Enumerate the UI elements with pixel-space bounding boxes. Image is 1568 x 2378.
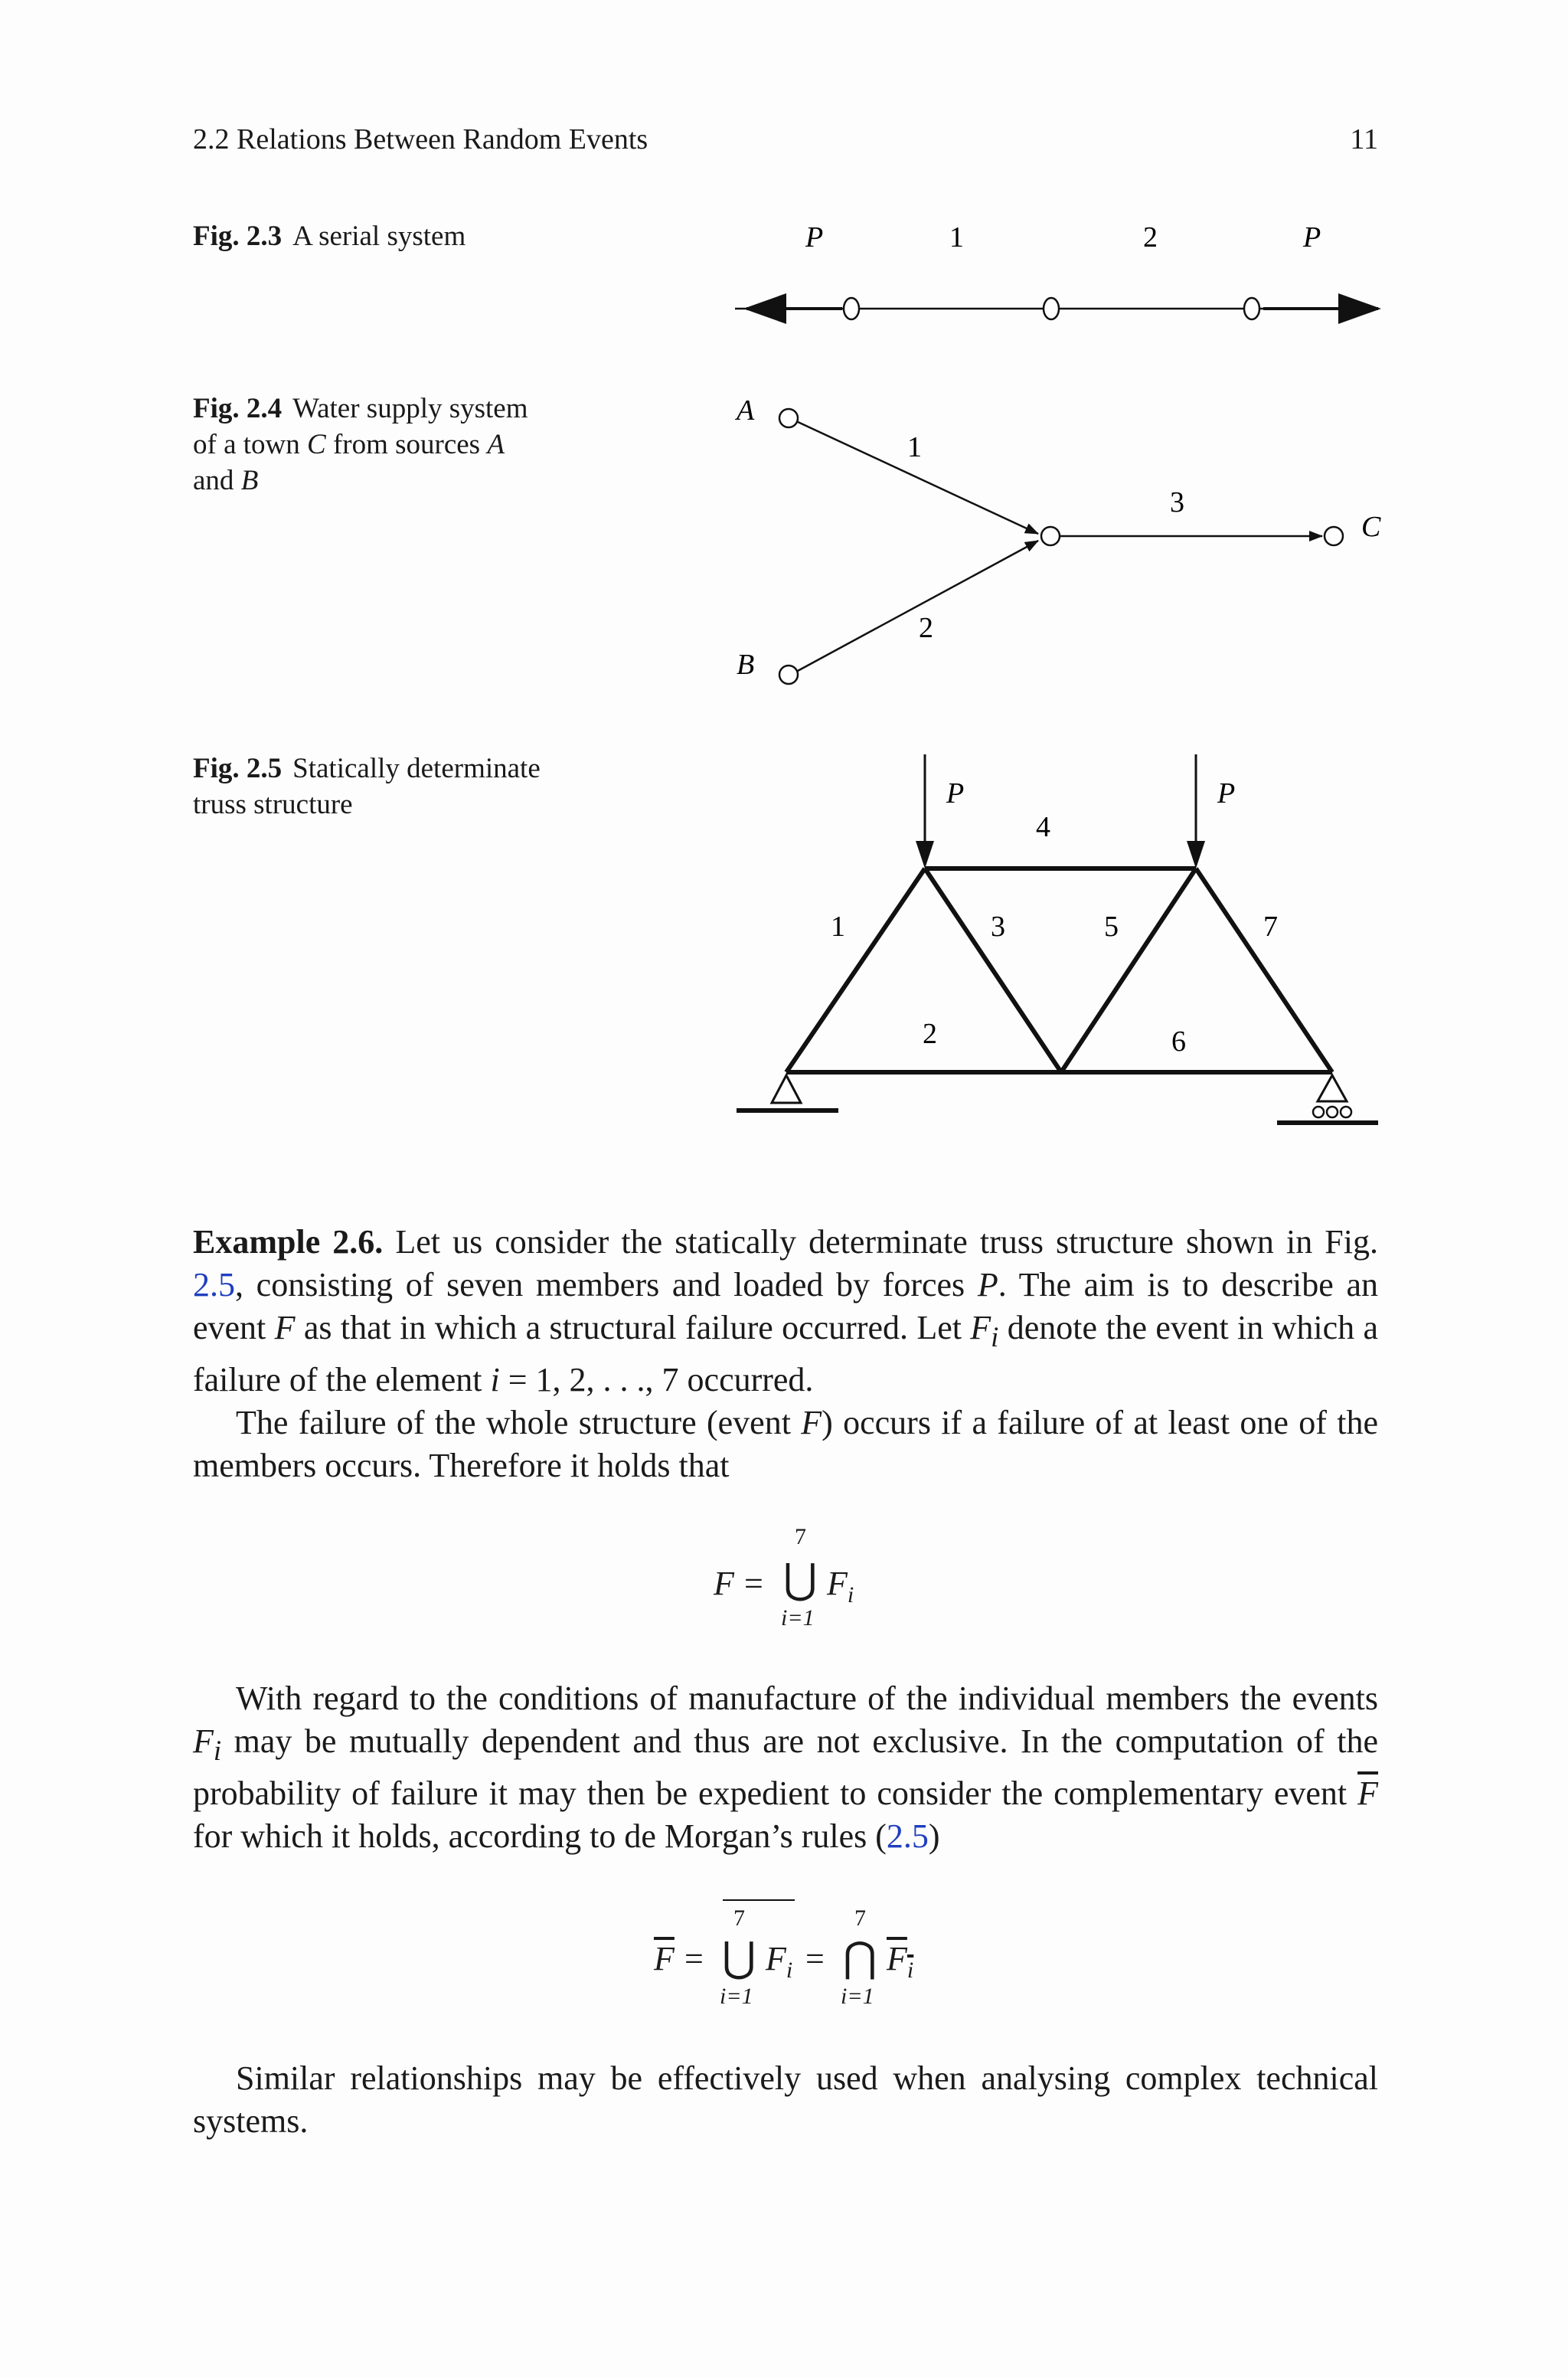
example-paragraph-2: The failure of the whole structure (event F) occurs if a failure of at least one of the members occurs. Therefore it holds that [193, 1403, 1378, 1484]
example-paragraph-3: With regard to the conditions of manufacture of the individual members the events $F_i$ may be mutually dependent and thus are not exclusive. In the computation of the probability of failure it may then be expedient to consider the complementary event $\overline{F}$ for which it holds, according to de Morgan’s rules (2.5) [193, 1680, 1378, 1855]
roller-wheel [1327, 1107, 1338, 1117]
pipe-label-2: 2 [919, 612, 933, 644]
roller-support [1318, 1075, 1347, 1101]
town-c-node [1325, 527, 1343, 545]
overline-bar [723, 1899, 795, 1901]
example-paragraph-1: Example 2.6. Let us consider the statically determinate truss structure shown in Fig. 2.5, consisting of seven members and loaded by forces P. The aim is to describe an event F as that in which a structural failure occurred. Let $F_i$ denote the event in which a failure of the element i = 1, 2, . . ., 7 occurred. The failure of the whole structure (event F) occurs if a failure of at least one of the members occurs. Therefore it holds that [193, 1221, 1378, 1487]
load-label-p-right: P [1217, 777, 1236, 810]
page-number: 11 [1350, 123, 1378, 155]
example-title: Example 2.6. [193, 1223, 384, 1261]
element-label-2: 2 [1143, 221, 1158, 254]
node-label-a: A [737, 394, 755, 427]
big-intersection-symbol: ⋂ [843, 1935, 877, 1981]
node-label-c: C [1361, 511, 1381, 543]
fig-2-5-label: Fig. 2.5 [193, 753, 283, 784]
member-label-5: 5 [1104, 911, 1119, 943]
member-label-7: 7 [1263, 911, 1278, 943]
equation-union: F = 7 ⋃ i=1 $F_i$ [714, 1524, 854, 1631]
roller-wheel [1341, 1107, 1351, 1117]
truss-member-3 [925, 868, 1061, 1072]
big-union-symbol: ⋃ [722, 1935, 756, 1981]
equation-de-morgan: $\overline{F}$ = 7 ⋃ i=1 $F_i$ = 7 ⋂ i=1 $F_i$ [643, 1895, 980, 2017]
source-b-node [779, 666, 798, 684]
member-label-3: 3 [991, 911, 1005, 943]
figure-ref-link[interactable]: 2.5 [193, 1266, 235, 1303]
section-title: 2.2 Relations Between Random Events [193, 123, 648, 155]
fig-2-5-diagram [737, 754, 1378, 1123]
fig-2-4-caption: Fig. 2.4 Water supply system of a town C from sources A and B [193, 393, 528, 496]
equation-ref-link[interactable]: 2.5 [886, 1817, 929, 1855]
member-label-4: 4 [1036, 811, 1050, 843]
fig-2-4-diagram [734, 394, 1381, 684]
member-label-1: 1 [831, 911, 845, 943]
element-label-1: 1 [949, 221, 964, 254]
force-label-p-left: P [805, 221, 824, 254]
load-arrowhead-left [916, 841, 934, 868]
junction-node [1041, 527, 1060, 545]
source-a-node [779, 409, 798, 427]
fig-2-3-diagram [735, 221, 1378, 319]
load-label-p-left: P [946, 777, 965, 810]
load-arrowhead-right [1187, 841, 1205, 868]
pin-support [772, 1075, 801, 1103]
fig-2-4-label: Fig. 2.4 [193, 393, 283, 424]
truss-member-7 [1196, 868, 1332, 1072]
fig-2-3-text: A serial system [292, 221, 466, 252]
pipe-2 [796, 541, 1038, 672]
joint-node [1244, 298, 1259, 319]
truss-member-1 [786, 868, 925, 1072]
big-union-symbol: ⋃ [783, 1556, 818, 1602]
pipe-label-1: 1 [907, 431, 922, 463]
joint-node [844, 298, 859, 319]
member-label-2: 2 [923, 1018, 937, 1050]
joint-node [1044, 298, 1059, 319]
fig-2-5-text: Statically determinate truss structure [193, 753, 541, 820]
fig-2-3-label: Fig. 2.3 [193, 221, 283, 252]
member-label-6: 6 [1171, 1025, 1186, 1058]
pipe-label-3: 3 [1170, 486, 1184, 518]
roller-wheel [1313, 1107, 1324, 1117]
force-label-p-right: P [1303, 221, 1321, 254]
example-paragraph-4: Similar relationships may be effectively used when analysing complex technical systems. [193, 2059, 1378, 2140]
node-label-b: B [737, 649, 755, 681]
